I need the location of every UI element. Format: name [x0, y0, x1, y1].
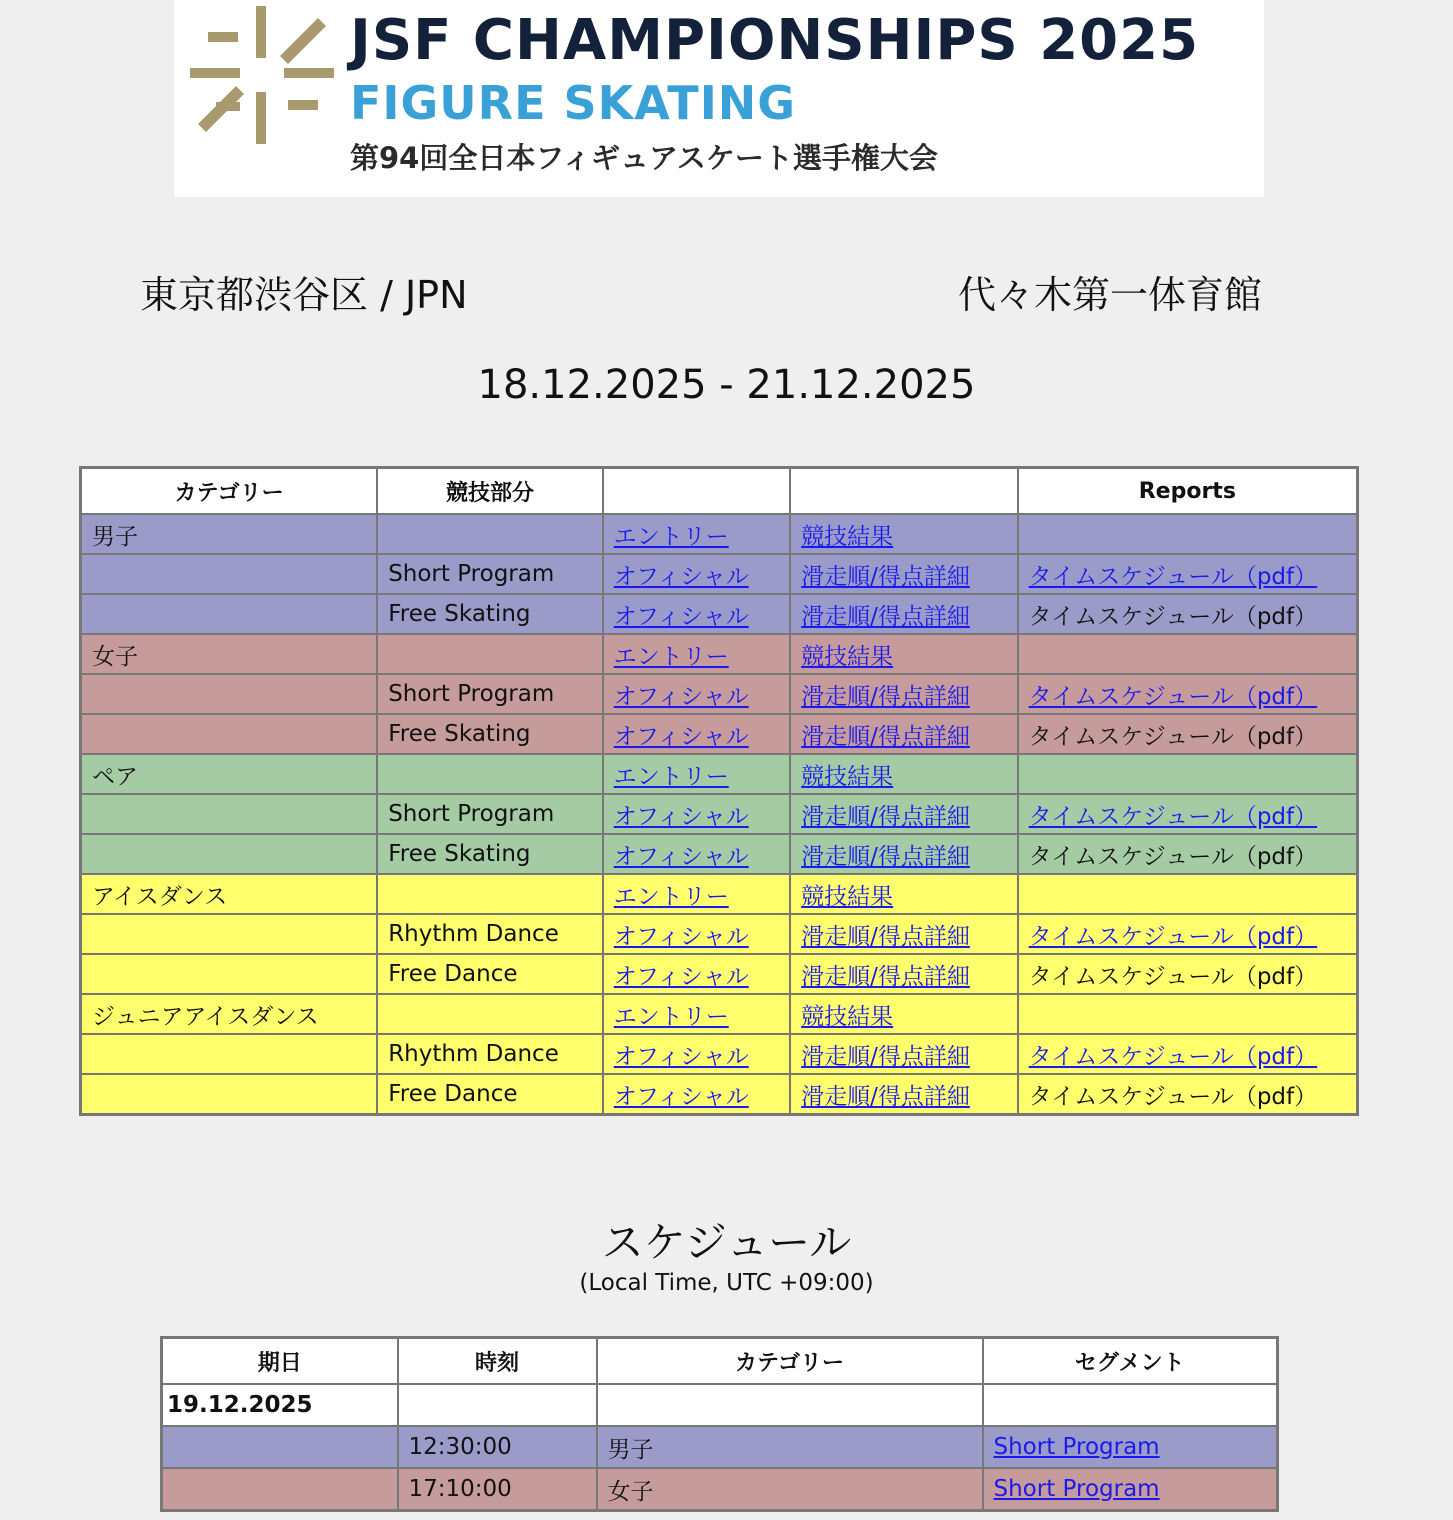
- entries-link[interactable]: エントリー: [613, 643, 729, 670]
- category-row: [81, 714, 1358, 754]
- segment-name: Free Skating: [388, 841, 531, 867]
- header-reports: Reports: [1018, 468, 1358, 515]
- officials-link[interactable]: オフィシャル: [613, 723, 749, 750]
- entries-link[interactable]: エントリー: [613, 763, 729, 790]
- category-row: [81, 674, 1358, 714]
- schedule-segment-link[interactable]: Short Program: [993, 1476, 1160, 1502]
- header-entries: [603, 468, 790, 515]
- header-category: カテゴリー: [597, 1338, 983, 1385]
- time-schedule-report: タイムスケジュール（pdf）: [1028, 603, 1318, 630]
- category-row: [81, 874, 1358, 914]
- schedule-date-row: [162, 1384, 1278, 1426]
- schedule-row: [162, 1468, 1278, 1511]
- time-schedule-report: タイムスケジュール（pdf）: [1028, 1083, 1318, 1110]
- start-order-scores-link[interactable]: 滑走順/得点詳細: [801, 843, 970, 870]
- schedule-title: スケジュール: [601, 1218, 852, 1267]
- results-link[interactable]: 競技結果: [801, 523, 894, 550]
- categories-table: [79, 466, 1359, 1116]
- start-order-scores-link[interactable]: 滑走順/得点詳細: [801, 1043, 970, 1070]
- event-venue: 代々木第一体育館: [958, 273, 1263, 317]
- category-name: ジュニアアイスダンス: [92, 1003, 319, 1030]
- start-order-scores-link[interactable]: 滑走順/得点詳細: [801, 803, 970, 830]
- officials-link[interactable]: オフィシャル: [613, 1083, 749, 1110]
- banner-title: JSF CHAMPIONSHIPS 2025: [350, 8, 1200, 73]
- start-order-scores-link[interactable]: 滑走順/得点詳細: [801, 963, 970, 990]
- officials-link[interactable]: オフィシャル: [613, 843, 749, 870]
- segment-name: Short Program: [388, 561, 555, 587]
- event-city: 東京都渋谷区 / JPN: [140, 273, 468, 317]
- officials-link[interactable]: オフィシャル: [613, 803, 749, 830]
- start-order-scores-link[interactable]: 滑走順/得点詳細: [801, 923, 970, 950]
- officials-link[interactable]: オフィシャル: [613, 963, 749, 990]
- category-row: [81, 914, 1358, 954]
- schedule-time: 17:10:00: [398, 1468, 597, 1511]
- results-link[interactable]: 競技結果: [801, 883, 894, 910]
- officials-link[interactable]: オフィシャル: [613, 563, 749, 590]
- schedule-table: [160, 1336, 1279, 1512]
- schedule-header-row: [162, 1338, 1278, 1385]
- time-schedule-report: タイムスケジュール（pdf）: [1028, 843, 1318, 870]
- start-order-scores-link[interactable]: 滑走順/得点詳細: [801, 723, 970, 750]
- category-row: [81, 1074, 1358, 1115]
- segment-name: Free Skating: [388, 721, 531, 747]
- segment-name: Rhythm Dance: [388, 1041, 559, 1067]
- start-order-scores-link[interactable]: 滑走順/得点詳細: [801, 563, 970, 590]
- banner-japanese-title: 第94回全日本フィギュアスケート選手権大会: [350, 141, 938, 175]
- time-schedule-report[interactable]: タイムスケジュール（pdf）: [1028, 1043, 1318, 1070]
- category-row: [81, 794, 1358, 834]
- time-schedule-report: タイムスケジュール（pdf）: [1028, 723, 1318, 750]
- schedule-timezone: (Local Time, UTC +09:00): [579, 1270, 874, 1296]
- schedule-category: 男子: [597, 1426, 983, 1468]
- category-row: [81, 594, 1358, 634]
- start-order-scores-link[interactable]: 滑走順/得点詳細: [801, 1083, 970, 1110]
- results-link[interactable]: 競技結果: [801, 643, 894, 670]
- category-name: ペア: [92, 763, 138, 790]
- segment-name: Free Skating: [388, 601, 531, 627]
- category-row: [81, 554, 1358, 594]
- schedule-time: 12:30:00: [398, 1426, 597, 1468]
- category-row: [81, 834, 1358, 874]
- results-link[interactable]: 競技結果: [801, 763, 894, 790]
- schedule-category: 女子: [597, 1468, 983, 1511]
- officials-link[interactable]: オフィシャル: [613, 683, 749, 710]
- start-order-scores-link[interactable]: 滑走順/得点詳細: [801, 603, 970, 630]
- category-row: [81, 954, 1358, 994]
- entries-link[interactable]: エントリー: [613, 523, 729, 550]
- categories-header-row: [81, 468, 1358, 515]
- officials-link[interactable]: オフィシャル: [613, 923, 749, 950]
- header-time: 時刻: [398, 1338, 597, 1385]
- category-row: [81, 994, 1358, 1034]
- schedule-segment-link[interactable]: Short Program: [993, 1434, 1160, 1460]
- segment-name: Short Program: [388, 801, 555, 827]
- segment-name: Short Program: [388, 681, 555, 707]
- entries-link[interactable]: エントリー: [613, 883, 729, 910]
- header-date: 期日: [162, 1338, 398, 1385]
- category-row: [81, 1034, 1358, 1074]
- results-link[interactable]: 競技結果: [801, 1003, 894, 1030]
- event-banner: [174, 0, 1264, 197]
- category-row: [81, 514, 1358, 554]
- time-schedule-report[interactable]: タイムスケジュール（pdf）: [1028, 563, 1318, 590]
- time-schedule-report[interactable]: タイムスケジュール（pdf）: [1028, 923, 1318, 950]
- category-row: [81, 754, 1358, 794]
- header-results: [790, 468, 1018, 515]
- segment-name: Rhythm Dance: [388, 921, 559, 947]
- header-segment: セグメント: [983, 1338, 1278, 1385]
- officials-link[interactable]: オフィシャル: [613, 1043, 749, 1070]
- time-schedule-report[interactable]: タイムスケジュール（pdf）: [1028, 803, 1318, 830]
- start-order-scores-link[interactable]: 滑走順/得点詳細: [801, 683, 970, 710]
- snowflake-logo-icon: [188, 4, 338, 149]
- officials-link[interactable]: オフィシャル: [613, 603, 749, 630]
- time-schedule-report: タイムスケジュール（pdf）: [1028, 963, 1318, 990]
- header-category: カテゴリー: [81, 468, 378, 515]
- segment-name: Free Dance: [388, 1081, 518, 1107]
- time-schedule-report[interactable]: タイムスケジュール（pdf）: [1028, 683, 1318, 710]
- segment-name: Free Dance: [388, 961, 518, 987]
- entries-link[interactable]: エントリー: [613, 1003, 729, 1030]
- category-name: アイスダンス: [92, 883, 228, 910]
- banner-subtitle: FIGURE SKATING: [350, 76, 797, 130]
- category-row: [81, 634, 1358, 674]
- schedule-row: [162, 1426, 1278, 1468]
- header-segment: 競技部分: [377, 468, 603, 515]
- event-dates: 18.12.2025 - 21.12.2025: [477, 362, 976, 408]
- category-name: 男子: [92, 523, 138, 550]
- schedule-date: 19.12.2025: [162, 1384, 398, 1426]
- category-name: 女子: [92, 643, 138, 670]
